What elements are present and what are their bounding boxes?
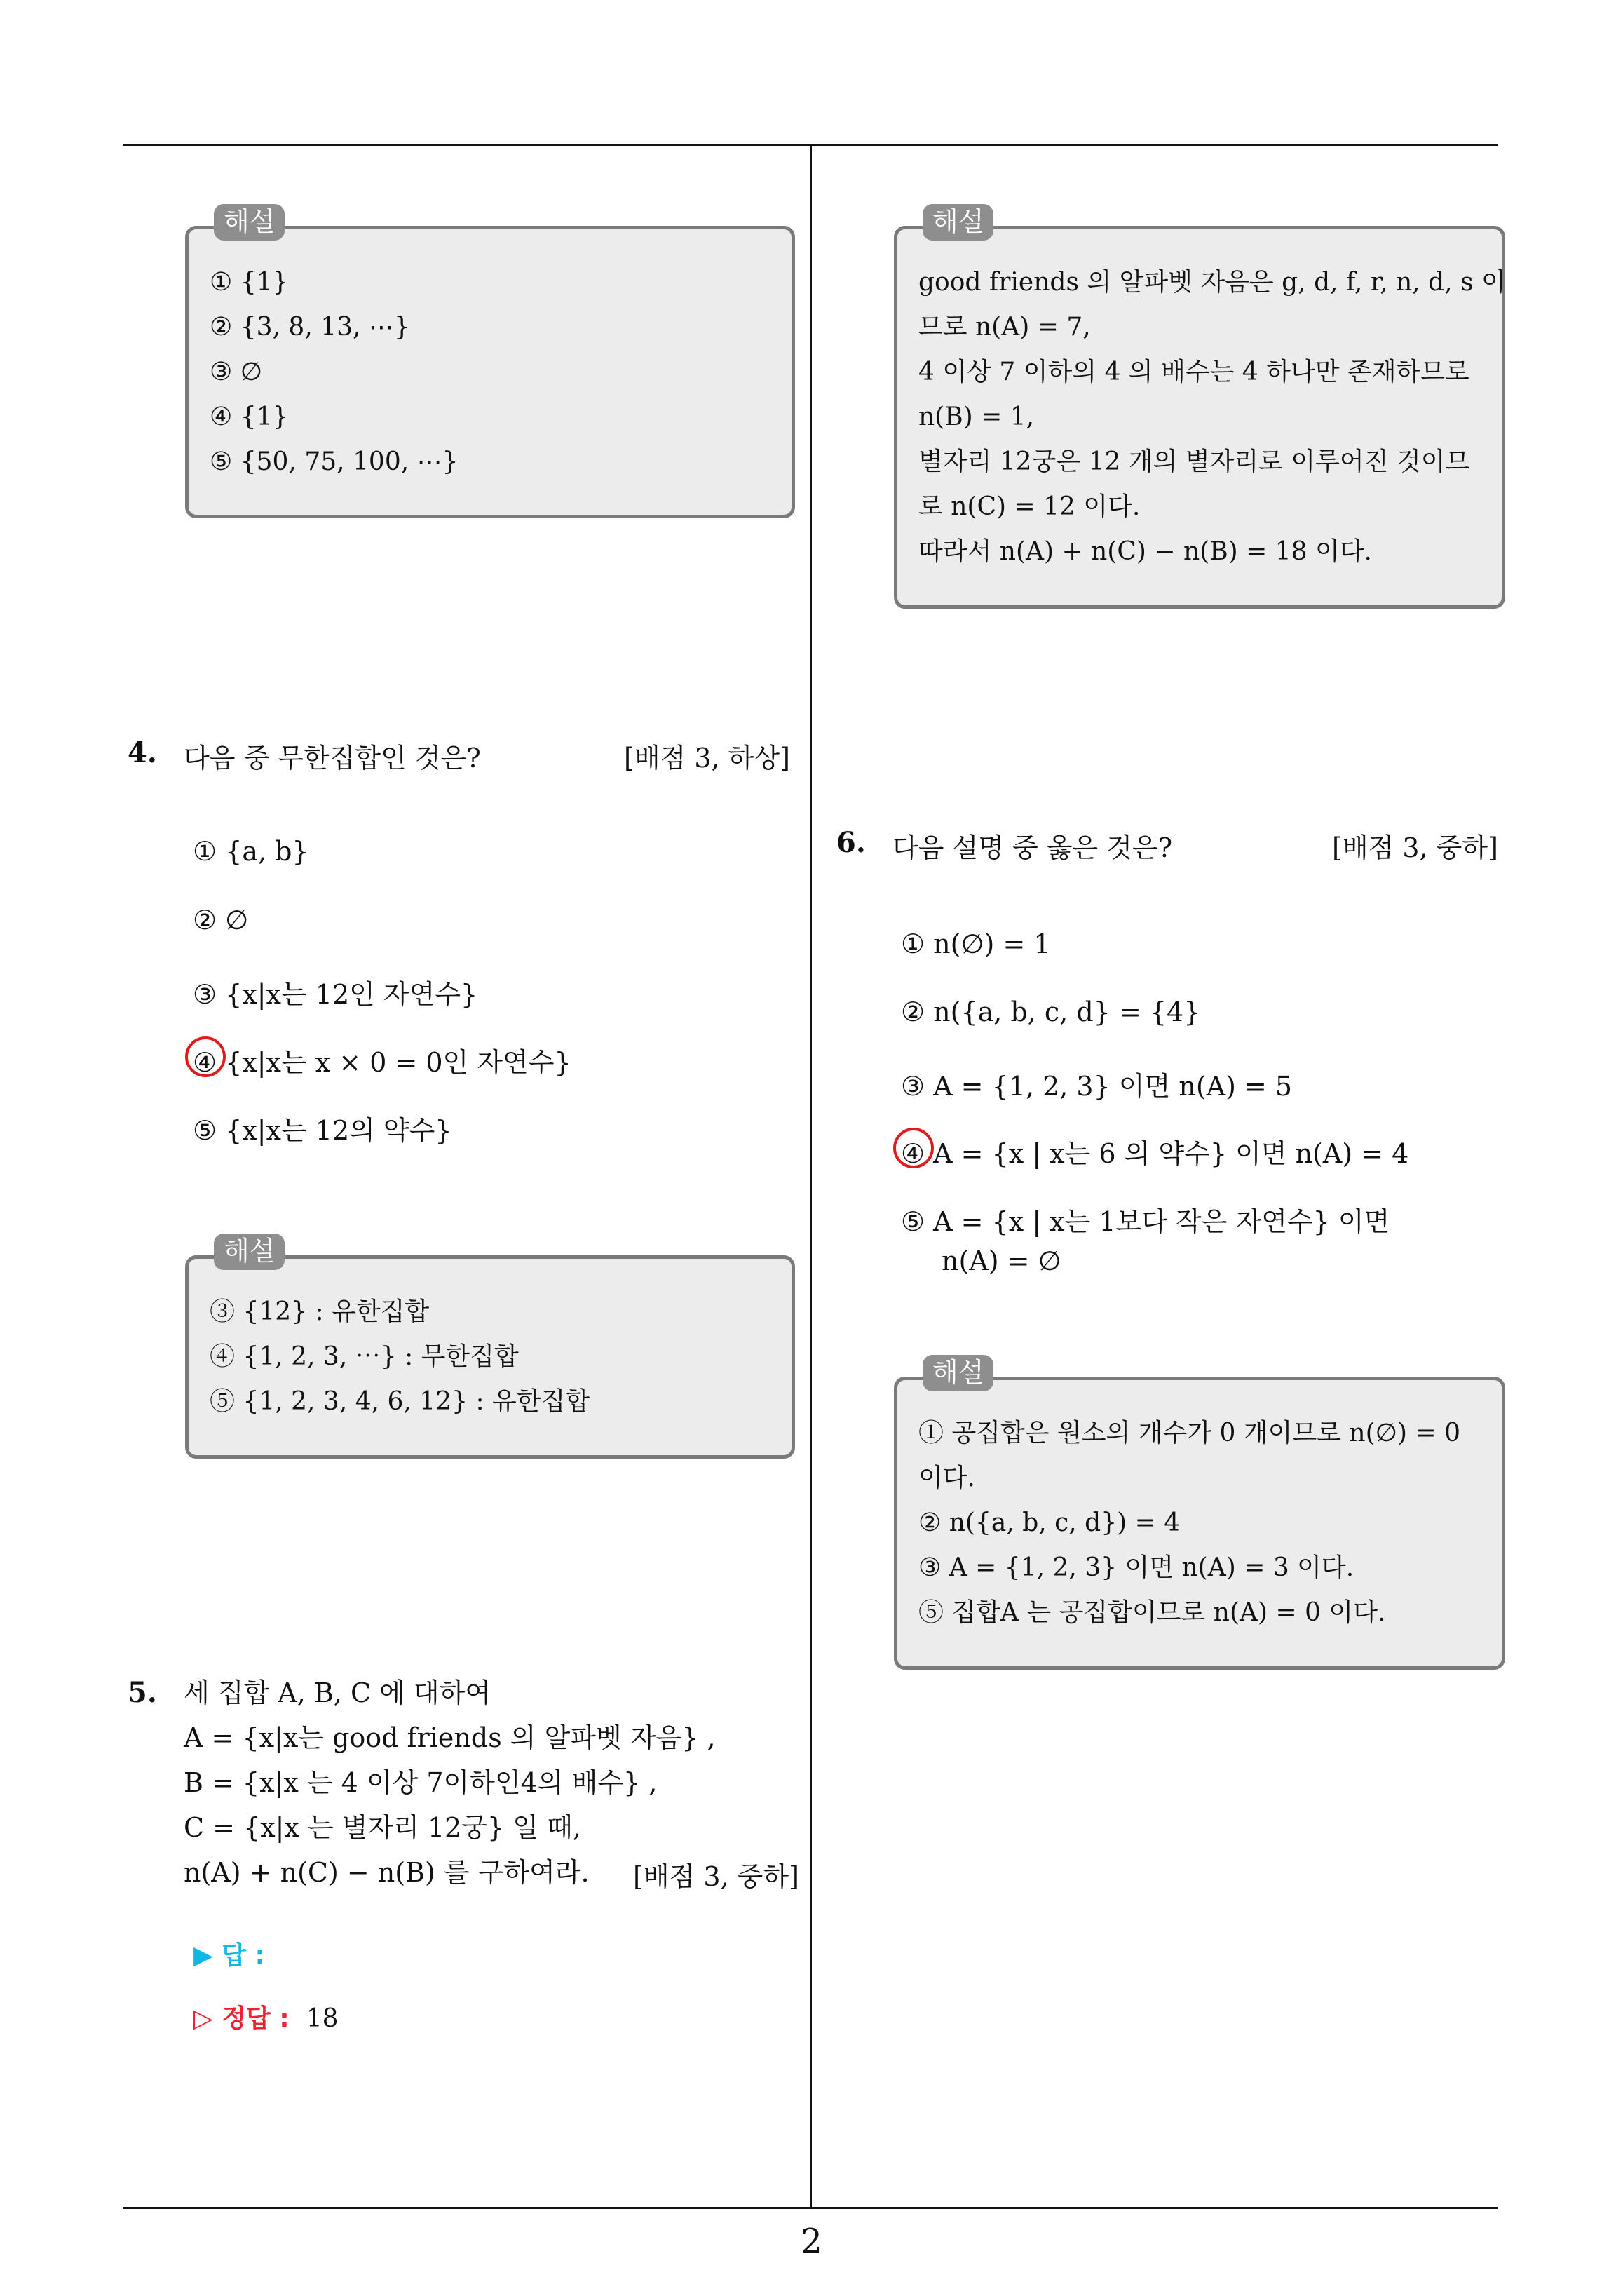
column-divider (810, 144, 812, 2207)
question-number: 4. (128, 736, 157, 769)
choice-4[interactable]: ④ {x|x는 x × 0 = 0인 자연수} (193, 1047, 571, 1078)
solution-tag: 해설 (923, 204, 993, 241)
solution-line: ④ {1} (210, 403, 289, 431)
solution-line: ⑤ 집합A 는 공집합이므로 n(A) = 0 이다. (918, 1598, 1386, 1627)
correct-label: ▷ 정답 : (193, 2004, 290, 2033)
solution-line: 4 이상 7 이하의 4 의 배수는 4 하나만 존재하므로 (918, 358, 1469, 386)
choice-5[interactable]: ⑤ A = {x | x는 1보다 작은 자연수} 이면 (901, 1206, 1390, 1237)
choice-3[interactable]: ③ {x|x는 12인 자연수} (193, 979, 478, 1010)
solution-tag: 해설 (214, 204, 285, 241)
answer-input-label[interactable]: ▶ 답 : (193, 1941, 265, 1970)
question-number: 6. (836, 826, 866, 859)
solution-line: n(B) = 1, (918, 403, 1035, 431)
bottom-rule (123, 2207, 1498, 2209)
solution-line: ② n({a, b, c, d}) = 4 (918, 1508, 1181, 1537)
page-number: 2 (801, 2222, 822, 2261)
solution-line: ③ A = {1, 2, 3} 이면 n(A) = 3 이다. (918, 1553, 1354, 1582)
question-score: [배점 3, 중하] (1332, 832, 1498, 863)
selected-answer-circle (185, 1036, 226, 1077)
solution-tag: 해설 (923, 1355, 993, 1391)
choice-1[interactable]: ① {a, b} (193, 836, 309, 867)
solution-line: ③ {12} : 유한집합 (210, 1297, 430, 1326)
solution-box-3 (894, 206, 1506, 609)
solution-line: 따라서 n(A) + n(C) − n(B) = 18 이다. (918, 537, 1372, 566)
question-text: 다음 설명 중 옳은 것은? (892, 832, 1173, 863)
solution-line: ① {1} (210, 268, 289, 297)
correct-answer (193, 1999, 339, 2034)
solution-line: ③ ∅ (210, 358, 263, 386)
choice-4[interactable]: ④ A = {x | x는 6 의 약수} 이면 n(A) = 4 (901, 1138, 1409, 1169)
solution-line: ② {3, 8, 13, ⋯} (210, 313, 410, 342)
question-text: 다음 중 무한집합인 것은? (184, 743, 481, 774)
solution-line: good friends 의 알파벳 자음은 g, d, f, r, n, d, s 이 (918, 268, 1506, 297)
correct-value: 18 (306, 2004, 339, 2033)
choice-1[interactable]: ① n(∅) = 1 (901, 928, 1051, 959)
solution-line: ① 공집합은 원소의 개수가 0 개이므로 n(∅) = 0 (918, 1419, 1461, 1447)
solution-line: 므로 n(A) = 7, (918, 313, 1091, 342)
question-line: C = {x|x 는 별자리 12궁} 일 때, (184, 1812, 581, 1843)
question-line: A = {x|x는 good friends 의 알파벳 자음} , (184, 1722, 716, 1753)
question-score: [배점 3, 중하] (633, 1861, 799, 1892)
solution-box-2 (185, 1236, 795, 1459)
question-number: 5. (128, 1676, 157, 1709)
question-line: 세 집합 A, B, C 에 대하여 (184, 1677, 491, 1708)
solution-box-4 (894, 1357, 1505, 1670)
solution-line: ④ {1, 2, 3, ⋯} : 무한집합 (210, 1342, 519, 1371)
selected-answer-circle (893, 1128, 934, 1168)
choice-5[interactable]: ⑤ {x|x는 12의 약수} (193, 1115, 452, 1146)
solution-tag: 해설 (214, 1234, 285, 1270)
choice-2[interactable]: ② ∅ (193, 905, 249, 936)
choice-5-continued: n(A) = ∅ (942, 1245, 1061, 1276)
solution-line: ⑤ {50, 75, 100, ⋯} (210, 447, 459, 476)
solution-line: 별자리 12궁은 12 개의 별자리로 이루어진 것이므 (918, 447, 1470, 476)
question-line: n(A) + n(C) − n(B) 를 구하여라. (184, 1857, 590, 1888)
solution-line: ⑤ {1, 2, 3, 4, 6, 12} : 유한집합 (210, 1387, 590, 1416)
solution-box-1 (185, 206, 795, 518)
solution-line: 로 n(C) = 12 이다. (918, 492, 1141, 521)
question-line: B = {x|x 는 4 이상 7이하인4의 배수} , (184, 1767, 658, 1798)
choice-2[interactable]: ② n({a, b, c, d} = {4} (901, 997, 1201, 1027)
solution-line: 이다. (918, 1464, 975, 1492)
choice-3[interactable]: ③ A = {1, 2, 3} 이면 n(A) = 5 (901, 1071, 1293, 1102)
question-score: [배점 3, 하상] (624, 743, 790, 774)
